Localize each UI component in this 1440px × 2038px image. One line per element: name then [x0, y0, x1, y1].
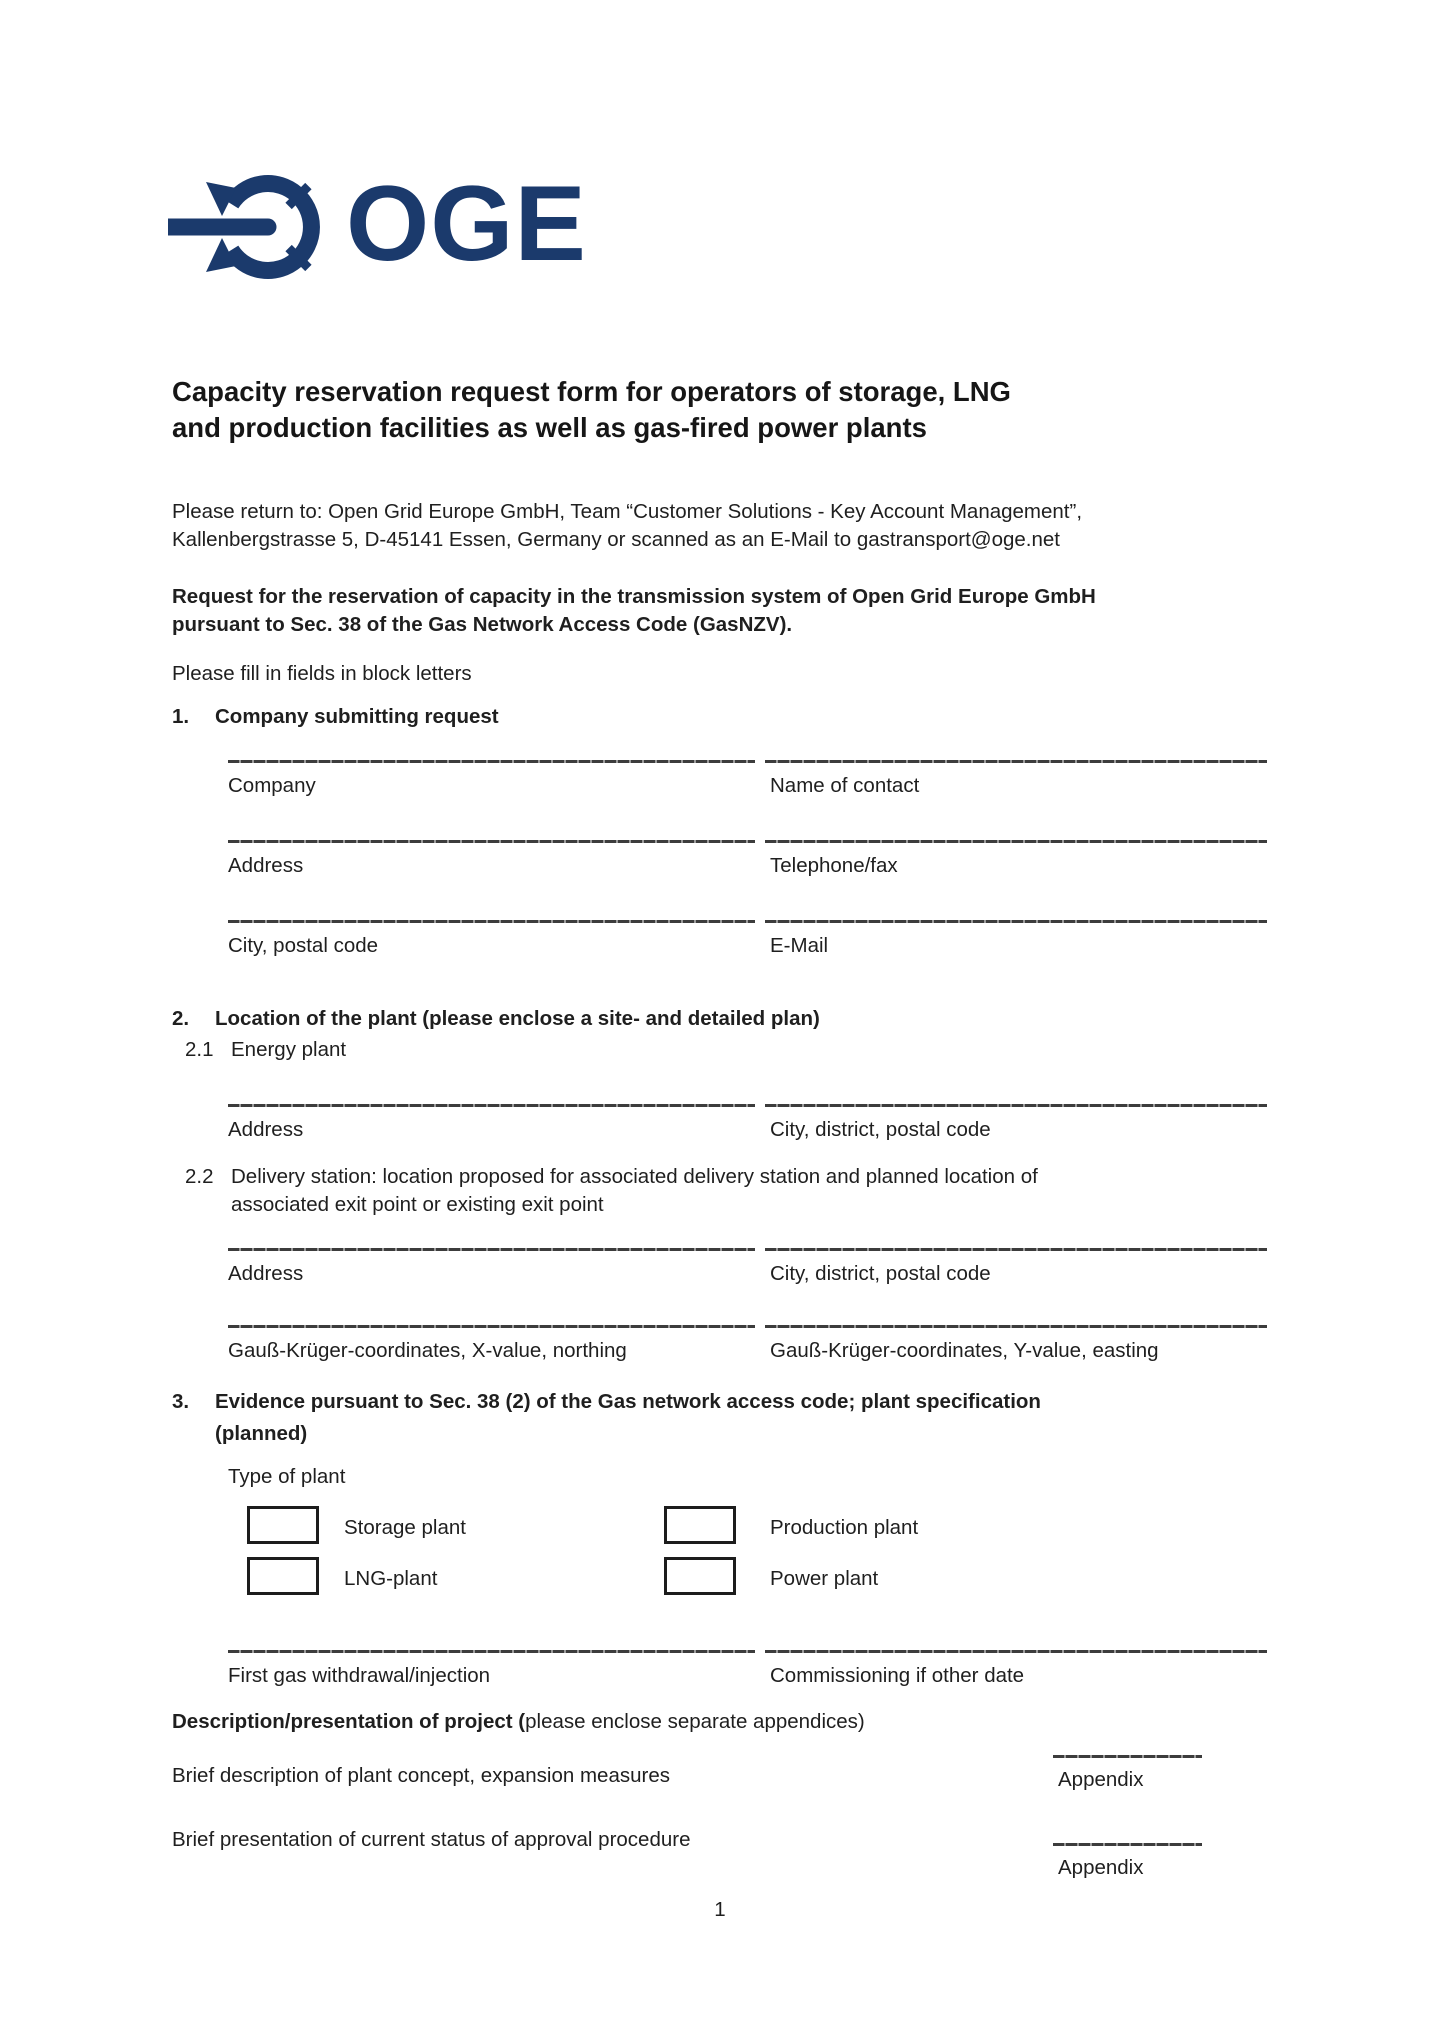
- return-address-line2: Kallenbergstrasse 5, D-45141 Essen, Germany or scanned as an E-Mail to gastransport@oge.net: [172, 528, 1060, 551]
- checkbox-lng-plant[interactable]: [247, 1557, 319, 1595]
- field-line-telephone-fax[interactable]: [765, 840, 1267, 843]
- field-line-email[interactable]: [765, 920, 1267, 923]
- section2-sub1-number: 2.1: [185, 1038, 214, 1061]
- request-statement-line1: Request for the reservation of capacity in the transmission system of Open Grid Europe GmbH: [172, 585, 1096, 608]
- fill-note: Please fill in fields in block letters: [172, 662, 472, 685]
- field-label-gauss-x: Gauß-Krüger-coordinates, X-value, northing: [228, 1339, 627, 1362]
- description-heading: [172, 1708, 865, 1736]
- request-statement-paragraph: [172, 583, 1096, 639]
- section2-sub2-number: 2.2: [185, 1165, 214, 1188]
- field-label-address-1: Address: [228, 854, 304, 877]
- oge-brand-text: OGE: [346, 163, 587, 283]
- appendix-word-1: Appendix: [1058, 1768, 1144, 1791]
- type-of-plant-label: Type of plant: [228, 1465, 346, 1488]
- field-label-first-gas: First gas withdrawal/injection: [228, 1664, 491, 1687]
- appendix-word-2: Appendix: [1058, 1856, 1144, 1879]
- field-line-company[interactable]: [228, 760, 755, 763]
- field-label-city-postal-code: City, postal code: [228, 934, 379, 957]
- field-label-name-of-contact: Name of contact: [770, 774, 920, 797]
- field-line-address-1[interactable]: [228, 840, 755, 843]
- field-line-city-postal-code[interactable]: [228, 920, 755, 923]
- appendix-line-2[interactable]: [1053, 1843, 1202, 1846]
- field-label-delivery-address: Address: [228, 1262, 304, 1285]
- form-title-line2: and production facilities as well as gas-fired power plants: [172, 412, 927, 443]
- section2-sub1-label: Energy plant: [231, 1038, 347, 1061]
- field-line-delivery-address[interactable]: [228, 1248, 755, 1251]
- oge-pipeline-circle-arrow-icon: [168, 152, 338, 302]
- field-label-telephone-fax: Telephone/fax: [770, 854, 898, 877]
- field-label-company: Company: [228, 774, 316, 797]
- appendix-item2-label: Brief presentation of current status of approval procedure: [172, 1828, 691, 1851]
- section3-heading-line1: Evidence pursuant to Sec. 38 (2) of the Gas network access code; plant specification: [215, 1390, 1041, 1413]
- field-line-energy-plant-city[interactable]: [765, 1104, 1267, 1107]
- field-line-commissioning[interactable]: [765, 1650, 1267, 1653]
- checkbox-power-plant[interactable]: [664, 1557, 736, 1595]
- section1-number: 1.: [172, 705, 190, 728]
- appendix-line-1[interactable]: [1053, 1755, 1202, 1758]
- field-label-email: E-Mail: [770, 934, 829, 957]
- checkbox-label-storage-plant: Storage plant: [344, 1516, 466, 1539]
- section3-heading-line2: (planned): [215, 1422, 308, 1445]
- appendix-item1-label: Brief description of plant concept, expansion measures: [172, 1764, 670, 1787]
- section2-heading: Location of the plant (please enclose a site- and detailed plan): [215, 1007, 820, 1030]
- checkbox-label-power-plant: Power plant: [770, 1567, 879, 1590]
- section2-number: 2.: [172, 1007, 190, 1030]
- description-heading-bold: Description/presentation of project (: [172, 1710, 526, 1733]
- field-label-gauss-y: Gauß-Krüger-coordinates, Y-value, easting: [770, 1339, 1159, 1362]
- section3-number: 3.: [172, 1390, 190, 1413]
- field-label-commissioning: Commissioning if other date: [770, 1664, 1025, 1687]
- form-title: [172, 374, 1011, 446]
- field-line-gauss-x[interactable]: [228, 1325, 755, 1328]
- section2-sub2-line2: associated exit point or existing exit point: [231, 1193, 604, 1216]
- checkbox-label-production-plant: Production plant: [770, 1516, 919, 1539]
- return-address-line1: Please return to: Open Grid Europe GmbH, Team “Customer Solutions - Key Account Management”,: [172, 500, 1083, 523]
- field-line-gauss-y[interactable]: [765, 1325, 1267, 1328]
- request-statement-line2: pursuant to Sec. 38 of the Gas Network Access Code (GasNZV).: [172, 613, 793, 636]
- field-label-delivery-city: City, district, postal code: [770, 1262, 991, 1285]
- return-address-paragraph: [172, 498, 1082, 554]
- section3-heading: [215, 1388, 1041, 1448]
- section2-sub2-line1: Delivery station: location proposed for associated delivery station and planned location of: [231, 1165, 1038, 1188]
- field-line-delivery-city[interactable]: [765, 1248, 1267, 1251]
- checkbox-storage-plant[interactable]: [247, 1506, 319, 1544]
- field-label-energy-plant-address: Address: [228, 1118, 304, 1141]
- field-line-name-of-contact[interactable]: [765, 760, 1267, 763]
- section2-sub2-text: [231, 1163, 1038, 1219]
- field-line-first-gas[interactable]: [228, 1650, 755, 1653]
- section1-heading: Company submitting request: [215, 705, 499, 728]
- field-line-energy-plant-address[interactable]: [228, 1104, 755, 1107]
- field-label-energy-plant-city: City, district, postal code: [770, 1118, 991, 1141]
- description-heading-rest: please enclose separate appendices): [525, 1710, 865, 1733]
- checkbox-label-lng-plant: LNG-plant: [344, 1567, 438, 1590]
- form-title-line1: Capacity reservation request form for operators of storage, LNG: [172, 376, 1011, 407]
- page-number: 1: [714, 1898, 726, 1921]
- checkbox-production-plant[interactable]: [664, 1506, 736, 1544]
